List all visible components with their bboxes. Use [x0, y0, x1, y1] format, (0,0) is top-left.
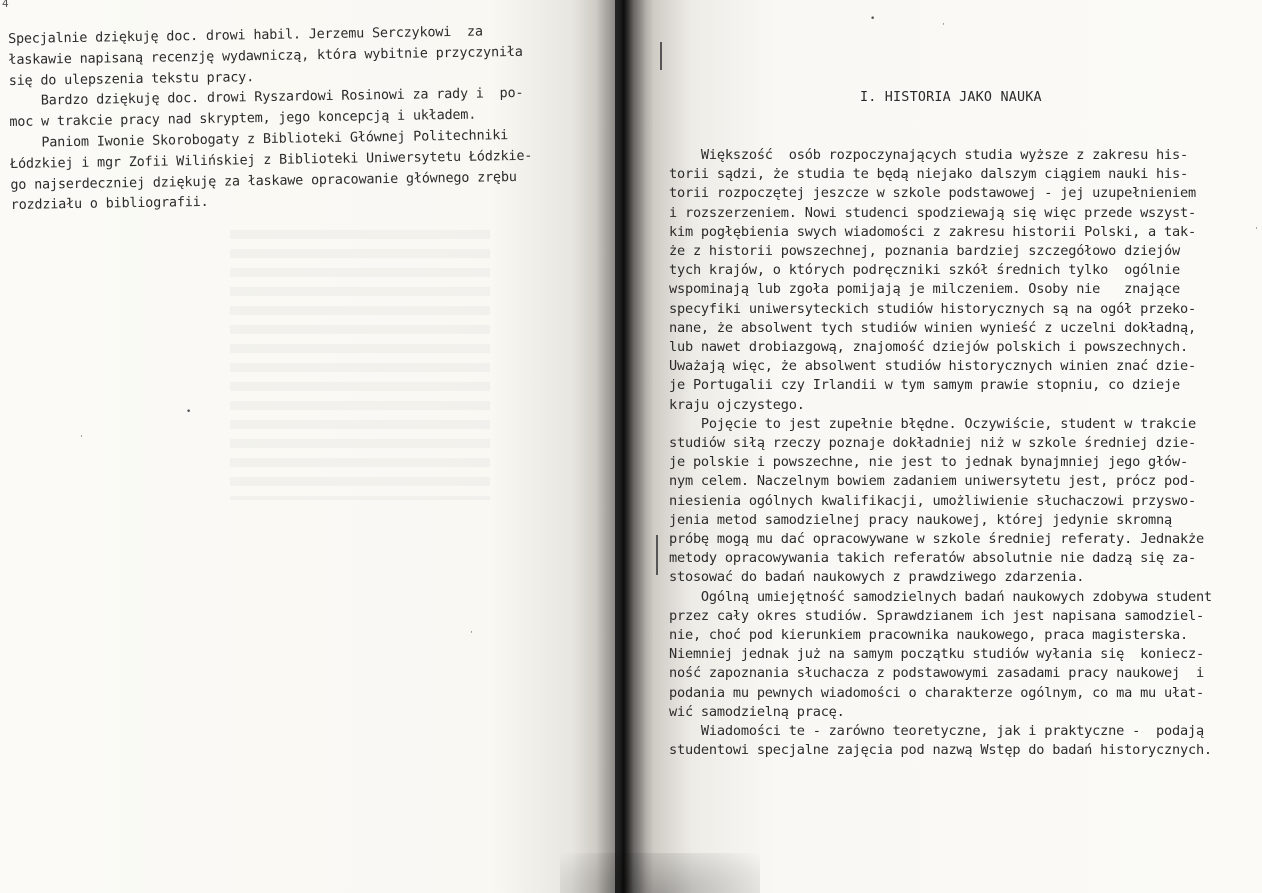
body-text-line: kraju ojczystego. [669, 396, 805, 413]
right-page [615, 0, 1262, 893]
acknowledgement-line: go najserdeczniej dziękuję za łaskawe opracowanie głównego zrębu [10, 169, 517, 193]
body-text-line: nie, choć pod kierunkiem pracownika naukowego, praca magisterska. [669, 627, 1188, 644]
acknowledgement-line: moc w trakcie pracy nad skryptem, jego koncepcją i układem. [9, 107, 477, 131]
body-text-line: przez cały okres studiów. Sprawdzianem ich jest napisana samodziel- [669, 607, 1204, 624]
body-text-line: je Portugalii czy Irlandii w tym samym prawie stopniu, co dzieje [669, 377, 1180, 394]
body-text-line: torii rozpoczętej jeszcze w szkole podstawowej - jej uzupełnieniem [669, 185, 1196, 202]
acknowledgement-line: Paniom Iwonie Skorobogaty z Biblioteki Głównej Politechniki [9, 128, 509, 151]
book-gutter-shadow [596, 0, 646, 893]
body-text-line: je polskie i powszechne, nie jest to jednak bynajmniej jego głów- [669, 454, 1188, 471]
ink-speck: • [186, 407, 192, 417]
body-text-line: nym celem. Naczelnym bowiem zadaniem uniwersytetu jest, prócz pod- [669, 473, 1196, 490]
body-text-line: Pojęcie to jest zupełnie błędne. Oczywiście, student w trakcie [669, 415, 1196, 432]
body-text-line: stosować do badań naukowych z prawdziwego zdarzenia. [669, 569, 1085, 586]
acknowledgement-line: Łódzkiej i mgr Zofii Wilińskiej z Biblioteki Uniwersytetu Łódzkie- [9, 148, 533, 172]
body-text-line: nane, że absolwent tych studiów winien wynieść z uczelni dokładną, [669, 319, 1196, 336]
body-text-line: Uważają więc, że absolwent studiów historycznych winien znać dzie- [669, 358, 1196, 375]
bleed-through-texture [230, 230, 490, 500]
body-text-line: Większość osób rozpoczynających studia wyższe z zakresu his- [669, 147, 1188, 163]
body-text-line: lub nawet drobiazgową, znajomość dziejów polskich i powszechnych. [669, 339, 1188, 356]
gutter-bottom-shadow [560, 853, 760, 893]
body-text-line: próbę mogą mu dać opracowywane w szkole średniej referaty. Jednakże [669, 531, 1204, 548]
acknowledgement-line: łaskawie napisaną recenzję wydawniczą, która wybitnie przyczyniła [8, 44, 523, 68]
acknowledgements-text [8, 21, 571, 217]
body-text-line: specyfiki uniwersyteckich studiów historycznych są na ogół przeko- [669, 300, 1196, 317]
body-text-line: studentowi specjalne zajęcia pod nazwą Wstęp do badań historycznych. [669, 742, 1212, 759]
body-text-line: Niemniej jednak już na samym początku studiów wyłania się koniecz- [669, 646, 1204, 663]
body-text-line: wić samodzielną pracę. [669, 703, 845, 720]
body-text-line: ność zapoznania słuchacza z podstawowymi zasadami pracy naukowej i [669, 665, 1204, 682]
body-text-line: jenia metod samodzielnej pracy naukowej, której jedynie skromną [669, 511, 1173, 528]
chapter-body-text [669, 146, 1259, 761]
ink-speck: · [80, 432, 83, 442]
body-text-line: Ogólną umiejętność samodzielnych badań naukowych zdobywa student [669, 588, 1212, 605]
acknowledgement-line: Bardzo dziękuję doc. drowi Ryszardowi Rosinowi za rady i po- [9, 86, 524, 110]
body-text-line: tych krajów, o których podręczniki szkół średnich tylko ogólnie [669, 262, 1180, 279]
acknowledgement-line: się do ulepszenia tekstu pracy. [8, 69, 255, 89]
body-text-line: że z historii powszechnej, poznania bardziej szczegółowo dziejów [669, 243, 1180, 260]
binding-mark [660, 42, 662, 70]
acknowledgement-line: rozdziału o bibliografii. [10, 195, 209, 214]
acknowledgement-line: Specjalnie dziękuję doc. drowi habil. Jerzemu Serczykowi za [8, 24, 483, 47]
body-text-line: i rozszerzeniem. Nowi studenci spodziewają się więc przede wszyst- [669, 204, 1196, 221]
body-text-line: Wiadomości te - zarówno teoretyczne, jak i praktyczne - podają [669, 723, 1204, 740]
ink-speck: · [470, 628, 473, 638]
ink-speck: • [870, 14, 876, 24]
chapter-title: I. HISTORIA JAKO NAUKA [860, 90, 1042, 105]
body-text-line: wspominają lub zgoła pomijają je milczeniem. Osoby nie znające [669, 281, 1180, 298]
body-text-line: torii sądzi, że studia te będą niejako dalszym ciągiem nauki his- [669, 166, 1188, 183]
ink-speck: · [1255, 224, 1258, 234]
body-text-line: metody opracowywania takich referatów absolutnie nie dadzą się za- [669, 550, 1196, 567]
body-text-line: kim pogłębienia swych wiadomości z zakresu historii Polski, a tak- [669, 223, 1196, 240]
left-page [0, 0, 615, 893]
ink-speck: · [942, 20, 945, 30]
body-text-line: niesienia ogólnych kwalifikacji, umożliwienie słuchaczowi przyswo- [669, 492, 1196, 509]
page-mark: 4 [2, 0, 9, 10]
binding-mark [656, 535, 658, 575]
body-text-line: podania mu pewnych wiadomości o charakterze ogólnym, co ma mu ułat- [669, 684, 1204, 701]
body-text-line: studiów siłą rzeczy poznaje dokładniej niż w szkole średniej dzie- [669, 435, 1196, 452]
